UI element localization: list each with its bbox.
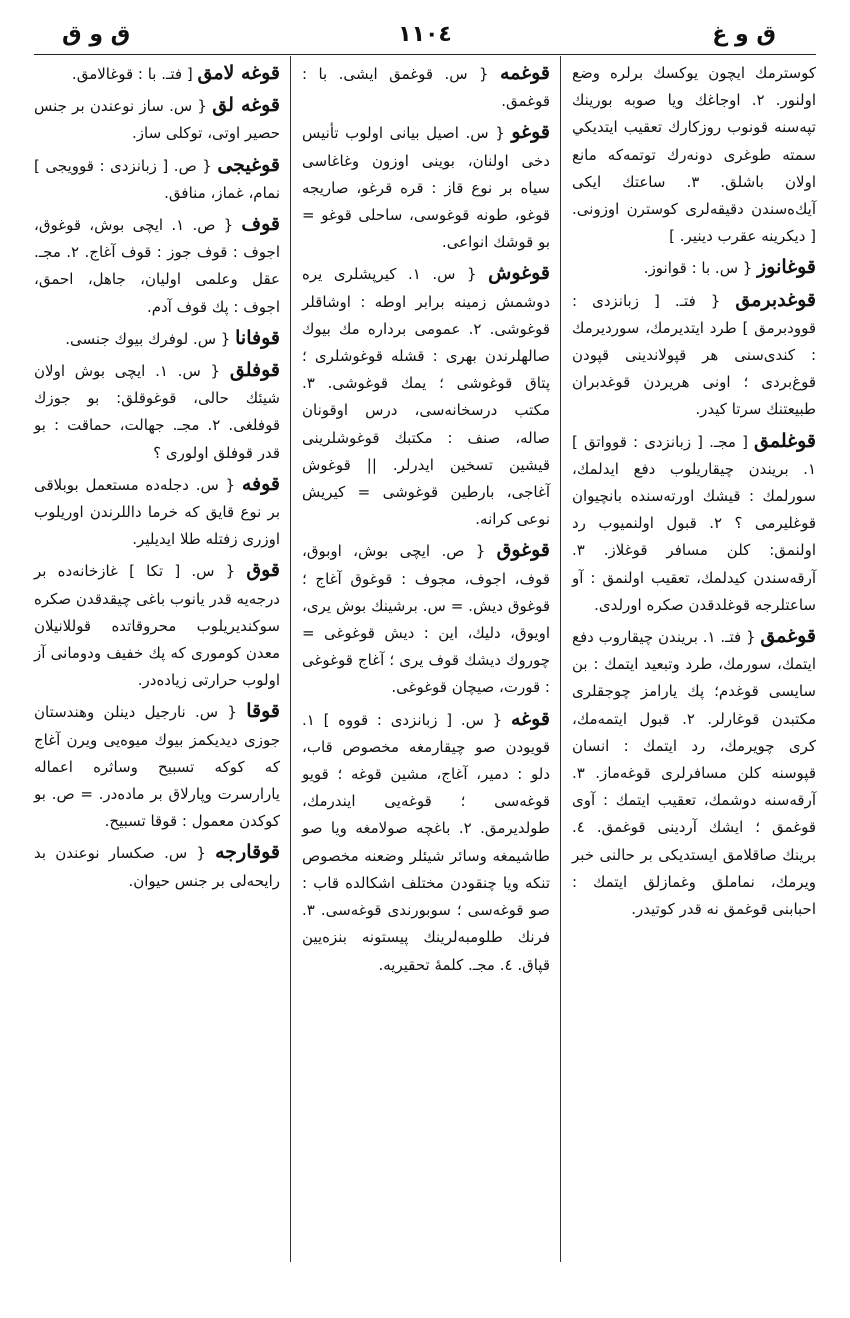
entry-headword: قوفه [241, 472, 280, 495]
entry-definition: { س. اصيل بيانى اولوب تأنيس دخى اولنان، بوينى اوزون وغاغاسى سياه بر نوع قاز : قره قرغو، صاريجه قوغو، طونه قوغوسى، ساحلى قوغو = بو قوشك انواعى. [302, 124, 550, 252]
entry-headword: قوغوش [488, 262, 550, 285]
entry-definition: { س. صكسار نوعندن بد رايحه‌لى بر جنس حيوان. [34, 844, 280, 890]
column-middle [302, 60, 550, 983]
entry [34, 60, 280, 88]
entry [34, 471, 280, 554]
entry-headword: قوغه لق [212, 94, 280, 117]
entry-definition: { س. با : قوانوز. [643, 259, 753, 278]
entry-headword: قوغه لامق [197, 62, 280, 84]
entry [572, 60, 816, 250]
entry [302, 537, 550, 701]
entry [572, 254, 816, 282]
entry-headword: قوفلق [229, 359, 280, 382]
entry-definition: { س. ساز نوعندن بر جنس حصير اوتى، توكلى ساز. [34, 97, 280, 143]
entry-headword: قوغو [511, 121, 550, 144]
entry-definition: { فتـ. ١. بريندن چيقاروب دفع ايتمك، سورمك، طرد وتبعيد ايتمك : بن سايسى قوغدم؛ پك يارامز چوجقلرى مكتبدن قوغارلر. ٢. قبول ايتمه‌مك، كرى چويرمك، رد ايتمك : انسان قپوسنه كلن مسافرلرى قوغه‌ماز. ٣. آرقه‌سنه دوشمك، تعقيب ايتمك : آوى قوغمق ؛ ايشك آردينى قوغمق. ٤. برينك صاقلامق ايستديكى بر حالنى خبر ويرمك، نماملق وغمازلق ايتمك : احبابنى قوغمق نه قدر كوتيدر. [572, 628, 816, 919]
entry [302, 706, 550, 979]
entry-headword: قوغوق [496, 539, 550, 562]
header-letters-right: ق و غ [712, 22, 776, 47]
entry-headword: قوغيجى [217, 153, 280, 176]
entry [302, 119, 550, 256]
entry-headword: قوف [241, 213, 280, 236]
entry-definition: [ مجـ. [ زبانزدى : قوواتق ] ١. بريندن چيقاريلوب دفع ايدلمك، سورلمك : قيشك اورته‌سنده بانچيوان قوغليرمى ؟ ٢. قبول اولنميوب رد اولنمق: كلن مسافر قوغلاز. ٣. آرقه‌سندن كيدلمك، تعقيب اولنمق : آو ساعتلرجه قوغلدقدن صكره اورلدى. [572, 432, 816, 614]
entry-definition: كوسترمك ايچون يوكسك برلره وضع اولنور. ٢. اوجاغك ويا صوبه بورينك تپه‌سنه قونوب روزكارك تعقيب ايتديكي سمته طوغرى دونه‌رك توتمه‌كه مانع اولان باشلق. ٣. ساعتك ايكى آيك‌ه‌سندن دقيقه‌لرى كوسترن اوزونى. [ ديكرينه عقرب دينير. ] [572, 64, 816, 246]
column-right [572, 60, 816, 927]
entry [34, 839, 280, 894]
entry-headword: قوقا [246, 700, 280, 723]
column-divider-right [560, 56, 561, 1262]
entry-definition: { فتـ. [ زبانزدى : قوودبرمق ] طرد ايتديرمك، سورديرمك : كندى‌سنى هر قپولاندينى قپودن قوغ‌بردى ؛ اونى هريردن قوغدبران طبيعتنك سرتا كيدر. [572, 291, 816, 419]
entry-definition: { ص. [ زبانزدى : قوويجى ] نمام، غماز، منافق. [34, 156, 280, 202]
entry [34, 211, 280, 321]
entry [34, 325, 280, 353]
entry [34, 557, 280, 694]
entry-definition: { س. نارجيل دينلن وهندستان جوزى ديديكمز بيوك ميوه‌يى ويرن آغاج كه كوكه تسبيح وساثره اعماله يارارسرت وپارلاق بر ماده‌در. = ص. بو كوكدن معمول : قوقا تسبيح. [34, 703, 280, 831]
entry-definition: { س. دجله‌ده مستعمل بوبلاقى بر نوع قايق كه خرما داللرندن اوريلوب اوزرى زفتله طلا ايديلير. [34, 475, 280, 549]
entry-headword: قوغدبرمق [735, 288, 816, 311]
header-rule [34, 54, 816, 55]
entry-definition: [ فتـ. با : قوغالامق. [71, 65, 193, 83]
header-letters-left: ق و ق [62, 22, 131, 47]
entry [572, 428, 816, 619]
entry-headword: قوغه [510, 707, 550, 730]
entry-headword: قوقارجه [215, 841, 280, 864]
entry-definition: { س. [ زبانزدى : قووه ] ١. قويودن صو چيقارمغه مخصوص قاب، دلو : دمير، آغاج، مشين قوغه ؛ قويو قوغه‌سى ؛ قوغه‌يى ايندرمك، طولديرمق. ٢. باغچه صولامغه ويا صو طاشيمغه وسائر شيئلر وضعنه مخصوص تنكه ويا چنقودن مختلف اشكالده قاب : صو قوغه‌سى ؛ سوبورندى قوغه‌سى. ٣. فرنك طلومبه‌لرينك پيستونه بنزه‌يين قپاق. ٤. مجـ. كلمهٔ تحقيريه. [302, 710, 550, 974]
entry-definition: { س. قوغمق ايشى. با : قوغمق. [302, 65, 550, 111]
entry-headword: قوغلمق [754, 429, 816, 452]
entry-headword: قوغانوز [757, 256, 816, 279]
entry-definition: { ص. ايچى بوش، اوبوق، قوف، اجوف، مجوف : قوغوق آغاج ؛ قوغوق ديش. = س. برشينك بوش يرى، اويوق، دليك، اين : ديش قوغوغى = چوروك ديشك قوف يرى ؛ آغاج قوغوغى : قورت، صيچان قوغوغى. [302, 542, 550, 697]
entry [34, 357, 280, 467]
column-divider-left [290, 56, 291, 1262]
entry-headword: قوغمه [499, 62, 550, 84]
column-left [34, 60, 280, 899]
entry-definition: { س. [ تكا ] غازخانه‌ده بر درجه‌يه قدر يانوب باغى چيقدقدن صكره سوكنديريلوب محروقاتده قوللانيلان معدن كومورى كه پك خفيف ودومانى آز اولوب حرارتى زياده‌در. [34, 562, 280, 690]
entry [34, 698, 280, 835]
page-header [34, 18, 816, 52]
entry-definition: { س. ١. ايچى بوش اولان شيئك حالى، قوغوقلق: بو جوزك قوفلغى. ٢. مجـ. جهالت، حماقت : بو قدر قوفلق اولورى ؟ [34, 362, 280, 462]
entry [572, 623, 816, 923]
entry-headword: قوغمق [760, 625, 816, 648]
entry-headword: قوفانا [235, 326, 280, 349]
entry-definition: { ص. ١. ايچى بوش، قوغوق، اجوف : قوف جوز : قوف آغاج. ٢. مجـ. عقل وعلمى اوليان، جاهل، احمق، اجوف : پك قوف آدم. [34, 216, 280, 316]
entry [34, 152, 280, 207]
entry [34, 92, 280, 147]
entry-definition: { س. ١. كيرپشلرى يره دوشمش زمينه برابر اوطه : اوشاقلر قوغوشى. ٢. عمومى برداره مك بيوك صالهلرندن بهرى : قشله قوغوشلرى ؛ پتاق قوغوشى ؛ يمك قوغوشى. ٣. مكتب درسخانه‌سى، درس اوقونان صاله، صنف : مكتبك قوغوشلرينى قيشين تسخين ايدرلر. || قوغوش آغاجى، بارطين قوغوشى = كيريش نوعى كرانه. [302, 265, 551, 529]
entry [302, 260, 550, 533]
entry-definition: { س. لوفرك بيوك جنسى. [65, 329, 231, 348]
entry [302, 60, 550, 115]
entry [572, 287, 816, 424]
entry-headword: قوق [246, 559, 280, 582]
page-number: ١١٠٤ [398, 22, 452, 47]
